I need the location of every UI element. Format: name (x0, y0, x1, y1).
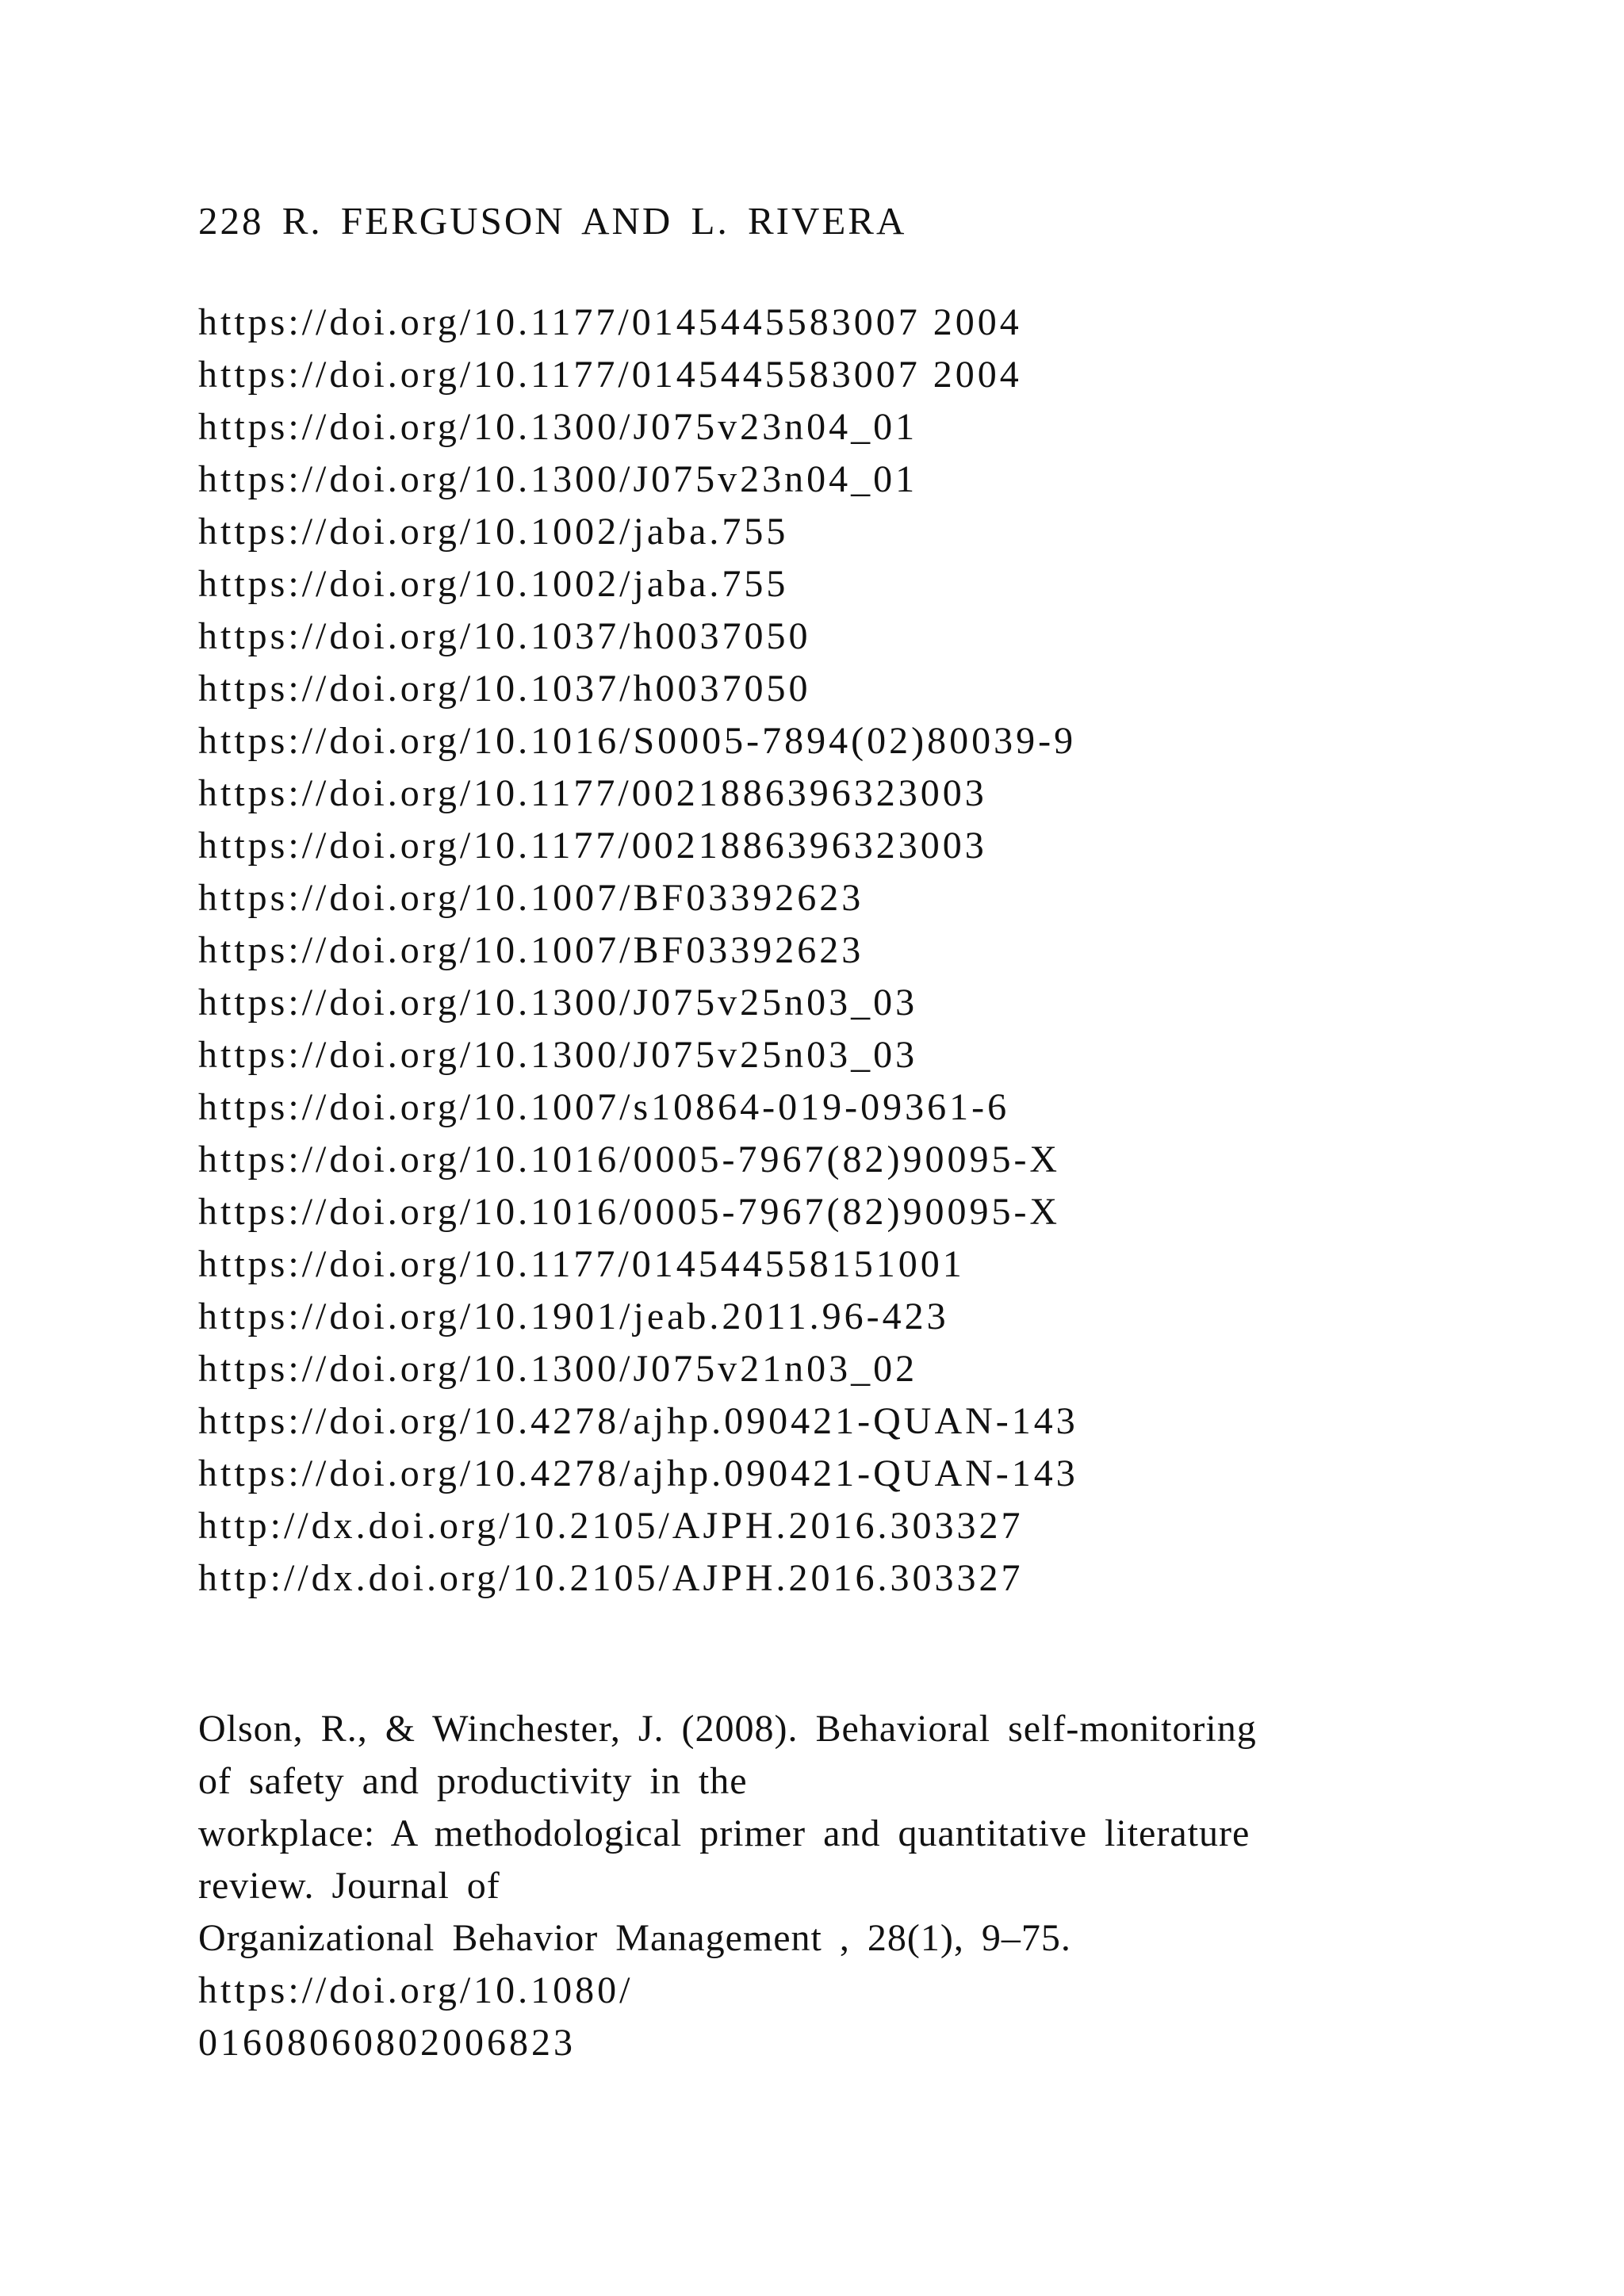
doi-link[interactable]: https://doi.org/10.1177/0021886396323003 (198, 825, 987, 867)
doi-list (198, 297, 1078, 1605)
doi-link[interactable]: https://doi.org/10.1300/J075v25n03_03 (198, 1034, 918, 1076)
reference-line: of safety and productivity in the (198, 1760, 748, 1802)
doi-link[interactable]: https://doi.org/10.1901/jeab.2011.96-423 (198, 1295, 949, 1337)
doi-link[interactable]: https://doi.org/10.1177/014544558151001 (198, 1243, 965, 1285)
reference-line: Olson, R., & Winchester, J. (2008). Behavioral self-monitoring (198, 1708, 1257, 1750)
doi-link[interactable]: https://doi.org/10.1300/J075v23n04_01 (198, 406, 918, 448)
doi-link[interactable]: https://doi.org/10.1002/jaba.755 (198, 563, 789, 605)
reference-doi-link[interactable]: 01608060802006823 (198, 2022, 576, 2064)
doi-link[interactable]: https://doi.org/10.1002/jaba.755 (198, 511, 789, 553)
doi-link[interactable]: https://doi.org/10.1037/h0037050 (198, 615, 811, 657)
doi-link[interactable]: https://doi.org/10.1007/BF03392623 (198, 877, 864, 919)
doi-link[interactable]: https://doi.org/10.1016/0005-7967(82)90095-X (198, 1191, 1061, 1233)
doi-link[interactable]: https://doi.org/10.4278/ajhp.090421-QUAN-143 (198, 1400, 1078, 1442)
doi-link[interactable]: https://doi.org/10.1037/h0037050 (198, 668, 811, 710)
doi-link[interactable]: https://doi.org/10.1007/BF03392623 (198, 929, 864, 971)
doi-link[interactable]: https://doi.org/10.1300/J075v23n04_01 (198, 458, 918, 500)
doi-link[interactable]: https://doi.org/10.1177/0021886396323003 (198, 772, 987, 814)
reference-line: workplace: A methodological primer and quantitative literature (198, 1812, 1251, 1854)
doi-link[interactable]: http://dx.doi.org/10.2105/AJPH.2016.303327 (198, 1505, 1024, 1547)
doi-link[interactable]: https://doi.org/10.4278/ajhp.090421-QUAN-143 (198, 1452, 1078, 1494)
reference-line: Organizational Behavior Management , 28(1), 9–75. (198, 1917, 1071, 1959)
doi-link[interactable]: http://dx.doi.org/10.2105/AJPH.2016.303327 (198, 1557, 1024, 1599)
doi-link[interactable]: https://doi.org/10.1300/J075v21n03_02 (198, 1348, 918, 1390)
reference-doi-link[interactable]: https://doi.org/10.1080/ (198, 1969, 634, 2011)
doi-link[interactable]: https://doi.org/10.1007/s10864-019-09361-6 (198, 1086, 1010, 1128)
doi-link[interactable]: https://doi.org/10.1016/0005-7967(82)90095-X (198, 1138, 1061, 1181)
reference-entry (198, 1703, 1419, 2069)
doi-link[interactable]: https://doi.org/10.1177/0145445583007 2004 (198, 301, 1022, 343)
reference-line: review. Journal of (198, 1865, 500, 1907)
doi-link[interactable]: https://doi.org/10.1300/J075v25n03_03 (198, 982, 918, 1024)
running-head: 228 R. FERGUSON AND L. RIVERA (198, 199, 907, 243)
doi-link[interactable]: https://doi.org/10.1016/S0005-7894(02)80039-9 (198, 720, 1077, 762)
doi-link[interactable]: https://doi.org/10.1177/0145445583007 2004 (198, 354, 1022, 396)
